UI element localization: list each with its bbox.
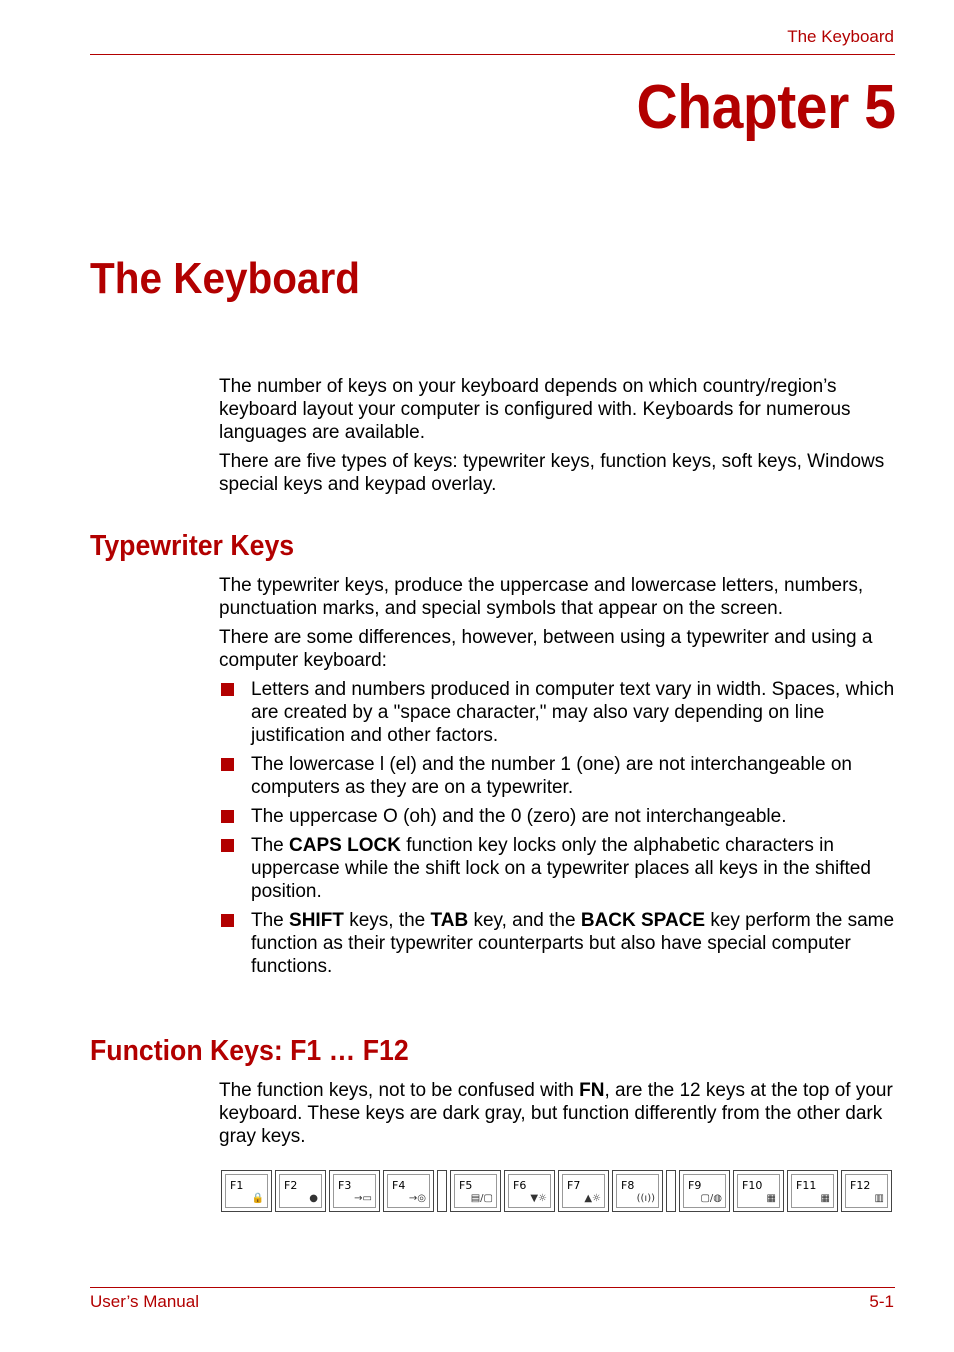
function-key [679, 1170, 730, 1212]
key-label: F3 [338, 1179, 352, 1192]
text-run: function key locks only the alphabetic characters in uppercase while the shift lock on a typewriter places all keys in the shifted position. [251, 835, 871, 902]
header-rule [90, 54, 895, 55]
key-name-tab: TAB [430, 910, 469, 931]
list-item-text: The uppercase O (oh) and the 0 (zero) are not interchangeable. [251, 806, 787, 827]
typewriter-keys-heading: Typewriter Keys [90, 530, 295, 562]
key-label: F9 [688, 1179, 702, 1192]
footer-rule [90, 1287, 895, 1288]
brightness-up-icon: ▲☼ [584, 1193, 601, 1204]
text-run: key, and the [468, 910, 581, 931]
key-label: F4 [392, 1179, 406, 1192]
function-key [221, 1170, 272, 1212]
list-item [219, 805, 899, 828]
key-label: F5 [459, 1179, 473, 1192]
key-label: F8 [621, 1179, 635, 1192]
scroll-lock-icon: ▥ [874, 1193, 884, 1204]
bullet-square-icon [221, 810, 234, 823]
key-label: F2 [284, 1179, 298, 1192]
arrow-mode-icon: ▦ [766, 1193, 776, 1204]
wireless-icon: ((ı)) [636, 1193, 655, 1204]
text-run: keys, the [343, 910, 431, 931]
text-run: The [251, 910, 290, 931]
key-label: F11 [796, 1179, 817, 1192]
key-group-divider [666, 1170, 676, 1212]
list-item-text: Letters and numbers produced in computer text vary in width. Spaces, which are created by a "space character," may also vary depending on line justification and other factors. [251, 679, 895, 746]
key-name-back-space: BACK SPACE [580, 910, 706, 931]
key-label: F12 [850, 1179, 871, 1192]
list-item [219, 753, 899, 799]
key-label: F1 [230, 1179, 244, 1192]
bullet-square-icon [221, 914, 234, 927]
key-label: F7 [567, 1179, 581, 1192]
function-key [383, 1170, 434, 1212]
key-group-divider [437, 1170, 447, 1212]
function-key [450, 1170, 501, 1212]
bullet-square-icon [221, 839, 234, 852]
intro-paragraph-1: The number of keys on your keyboard depends on which country/region’s keyboard layout your computer is configured with. Keyboards for numerous languages are available. [219, 376, 851, 443]
function-keys-section [219, 1079, 899, 1154]
key-label: F10 [742, 1179, 763, 1192]
function-key [733, 1170, 784, 1212]
display-switch-icon: ▤/▢ [470, 1193, 493, 1204]
function-key [504, 1170, 555, 1212]
chapter-label: Chapter 5 [636, 73, 895, 142]
sleep-icon: →▭ [354, 1193, 372, 1204]
list-item-text [251, 835, 871, 902]
function-key [329, 1170, 380, 1212]
brightness-down-icon: ▼☼ [530, 1193, 547, 1204]
function-key-strip-illustration [221, 1170, 890, 1214]
bullet-square-icon [221, 758, 234, 771]
key-name-fn: FN [579, 1080, 605, 1101]
list-item [219, 678, 899, 747]
footer-manual-name: User’s Manual [90, 1292, 199, 1311]
function-key [787, 1170, 838, 1212]
intro-paragraph-2: There are five types of keys: typewriter keys, function keys, soft keys, Windows special keys and keypad overlay. [219, 451, 885, 495]
numeric-mode-icon: ▦ [820, 1193, 830, 1204]
function-paragraph [219, 1079, 899, 1148]
function-key [841, 1170, 892, 1212]
function-keys-heading: Function Keys: F1 … F12 [90, 1035, 409, 1067]
intro-section [219, 375, 899, 502]
list-item [219, 834, 899, 903]
hibernate-icon: →◎ [408, 1193, 426, 1204]
list-item-text [251, 910, 894, 977]
function-key [612, 1170, 663, 1212]
function-key [275, 1170, 326, 1212]
list-item [219, 909, 899, 978]
list-item-text: The lowercase l (el) and the number 1 (one) are not interchangeable on computers as they are on a typewriter. [251, 754, 852, 798]
page-title: The Keyboard [90, 254, 360, 303]
key-name-caps-lock: CAPS LOCK [289, 835, 401, 856]
differences-list [219, 678, 899, 978]
typewriter-paragraph-1: The typewriter keys, produce the uppercase and lowercase letters, numbers, punctuation marks, and special symbols that appear on the screen. [219, 575, 864, 619]
touchpad-icon: ▢/◍ [700, 1193, 722, 1204]
key-name-shift: SHIFT [289, 910, 344, 931]
typewriter-keys-section [219, 574, 899, 984]
key-label: F6 [513, 1179, 527, 1192]
bullet-square-icon [221, 683, 234, 696]
power-saver-icon: ● [309, 1193, 318, 1204]
text-run: The [251, 835, 290, 856]
function-key [558, 1170, 609, 1212]
running-header: The Keyboard [787, 27, 894, 46]
text-run: , are the 12 keys at the top of your keyboard. These keys are dark gray, but function differently from the other dark gray keys. [219, 1080, 893, 1147]
text-run: The function keys, not to be confused with [219, 1080, 580, 1101]
typewriter-paragraph-2: There are some differences, however, between using a typewriter and using a computer keyboard: [219, 627, 873, 671]
lock-icon: 🔒 [251, 1193, 264, 1204]
text-run: key perform the same function as their typewriter counterparts but also have special computer functions. [251, 910, 895, 977]
page-number: 5-1 [869, 1292, 894, 1311]
